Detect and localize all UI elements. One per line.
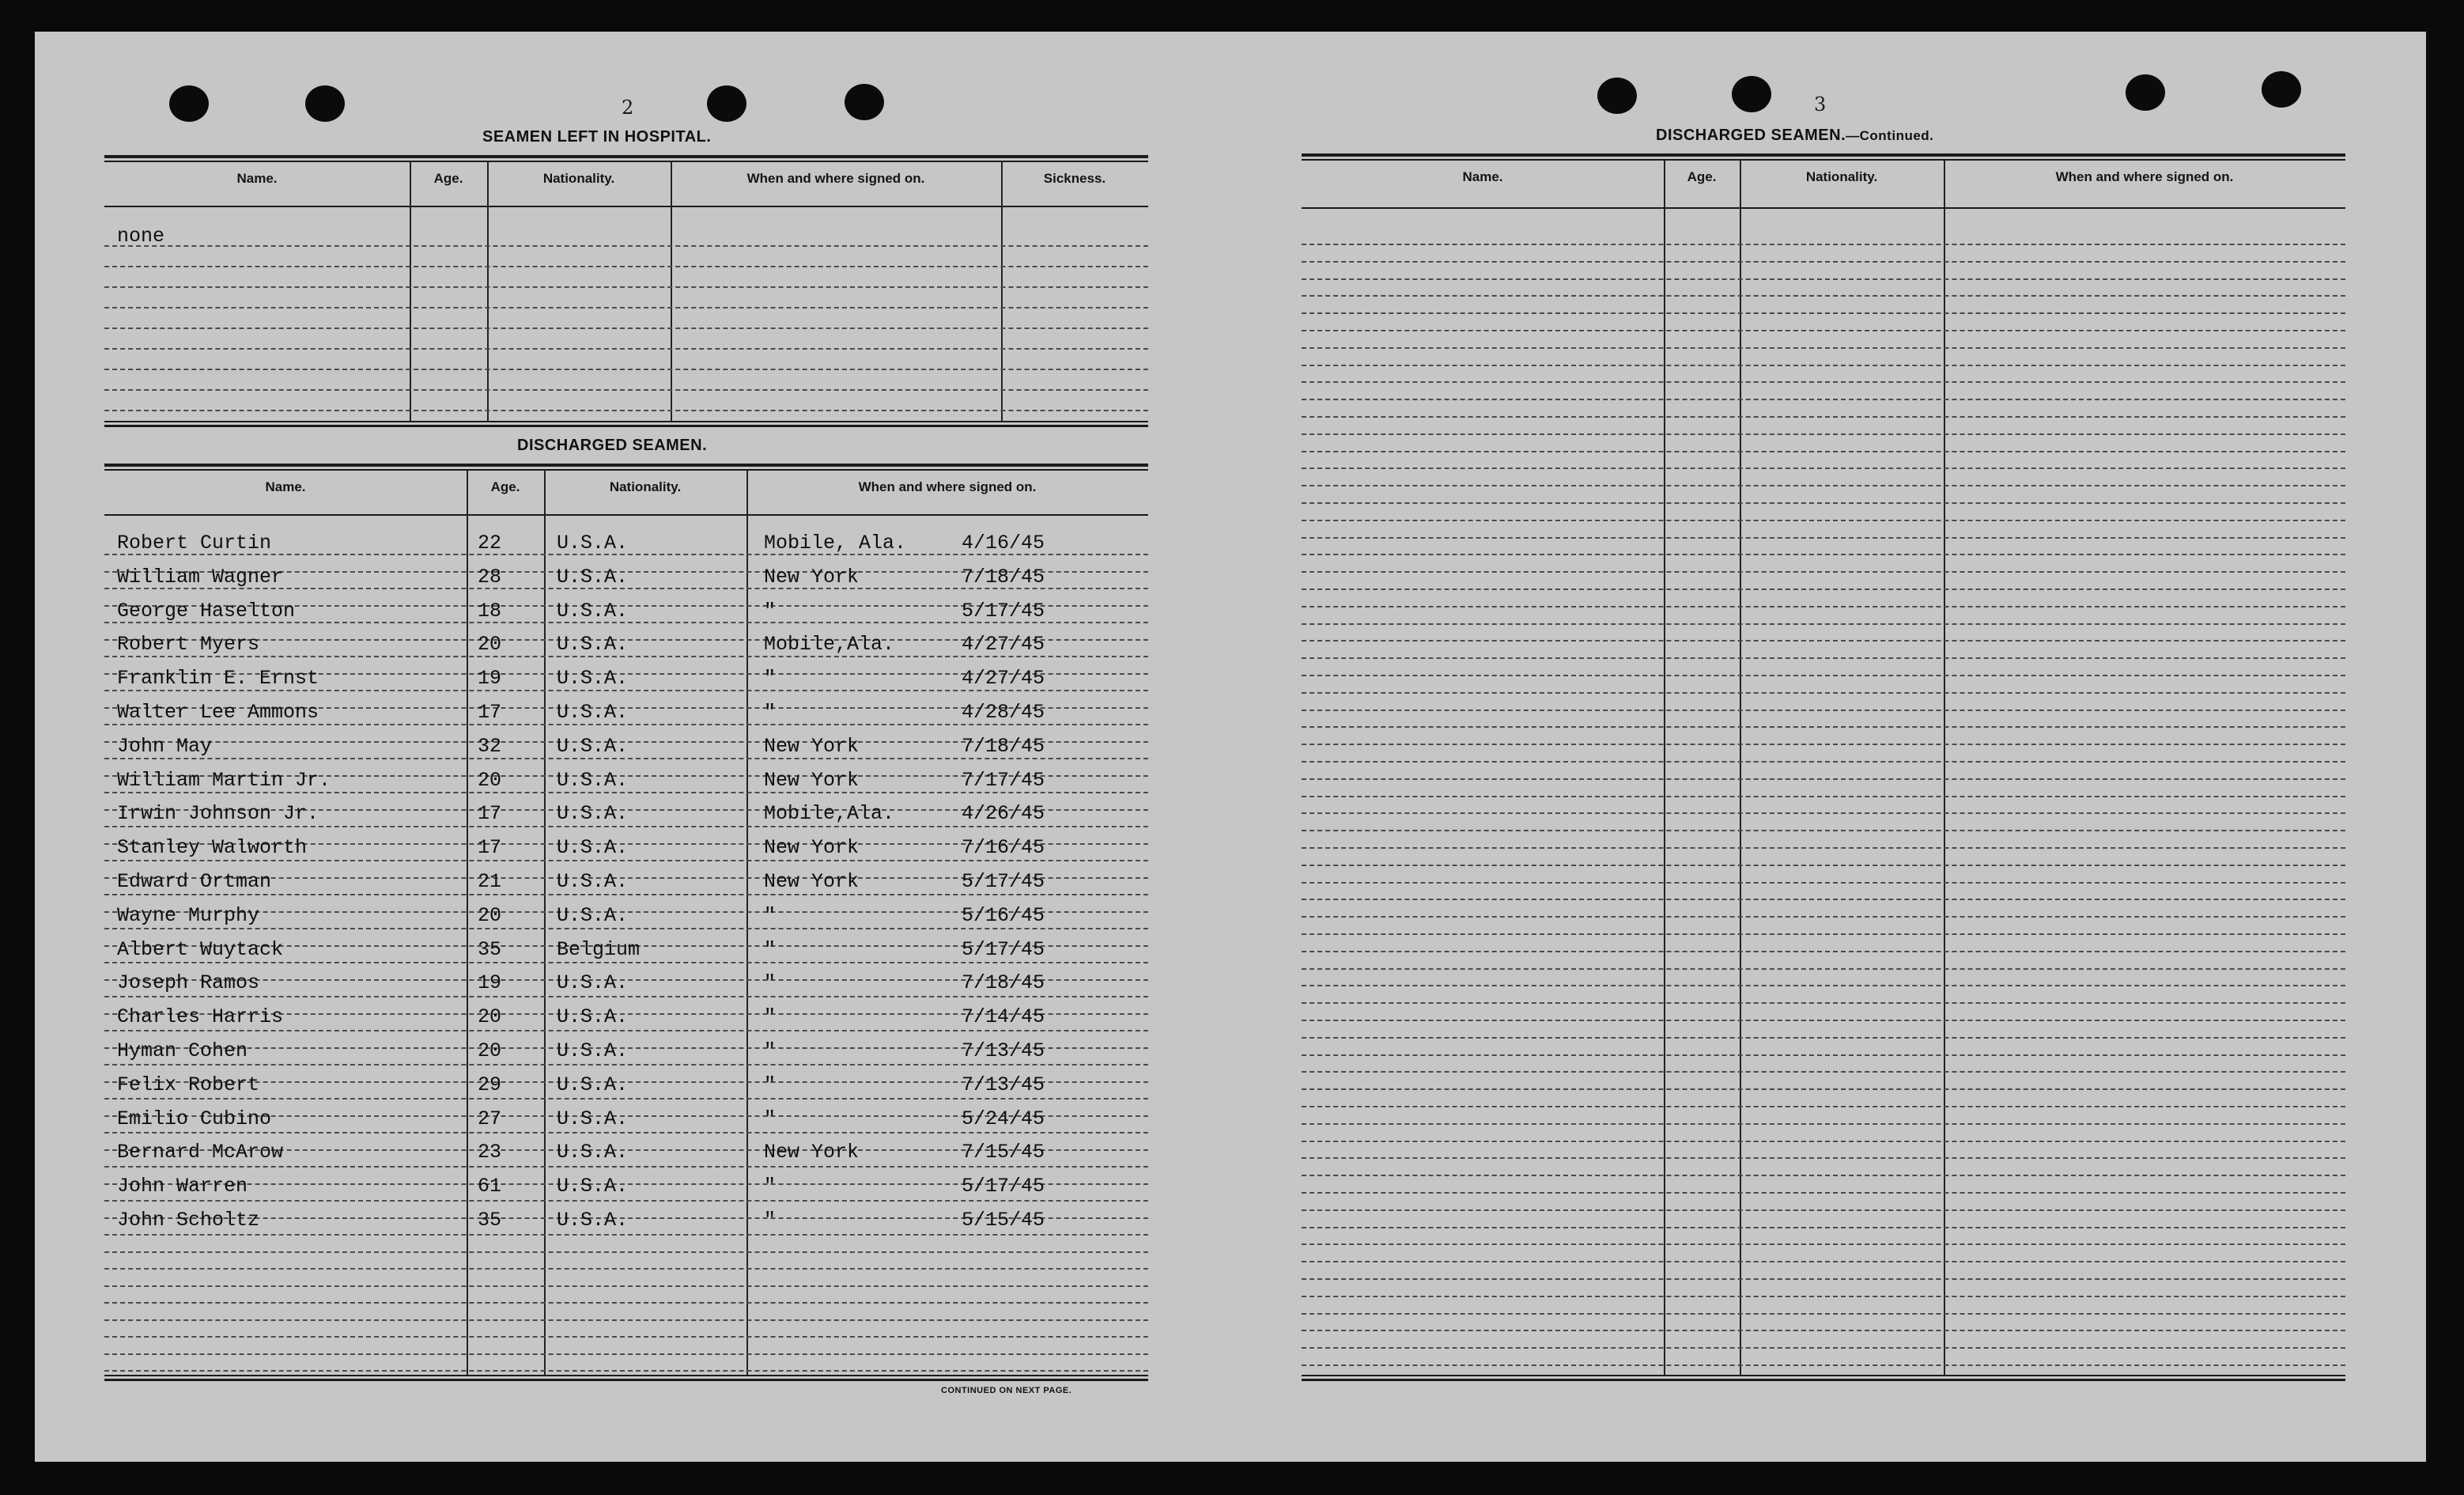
ruled-line bbox=[1302, 933, 2345, 935]
ruled-line bbox=[1302, 1157, 2345, 1159]
continued-section-title-suffix: —Continued. bbox=[1846, 128, 1934, 143]
signed-on-place: " bbox=[764, 1209, 777, 1232]
ruled-line bbox=[104, 1302, 1148, 1304]
seaman-name: Emilio Cubino bbox=[117, 1107, 272, 1130]
ruled-line bbox=[1302, 1020, 2345, 1021]
signed-on-place: " bbox=[764, 1073, 777, 1096]
column-header: Name. bbox=[236, 171, 278, 186]
seaman-nationality: U.S.A. bbox=[557, 667, 629, 691]
table-bottom-rule bbox=[1302, 1375, 2345, 1376]
seaman-age: 35 bbox=[478, 1209, 502, 1232]
signed-on-date: 5/24/45 bbox=[962, 1107, 1045, 1130]
seaman-name: Felix Robert bbox=[117, 1073, 260, 1096]
ruled-line bbox=[1302, 744, 2345, 745]
ruled-line bbox=[1302, 502, 2345, 504]
seaman-nationality: U.S.A. bbox=[557, 870, 629, 893]
seaman-age: 20 bbox=[478, 903, 502, 927]
ruled-line bbox=[1302, 1313, 2345, 1315]
seaman-nationality: U.S.A. bbox=[557, 1141, 629, 1164]
ruled-line bbox=[1302, 812, 2345, 814]
seaman-age: 17 bbox=[478, 802, 502, 826]
continued-note: CONTINUED ON NEXT PAGE. bbox=[941, 1386, 1072, 1395]
ruled-line bbox=[1302, 433, 2345, 435]
column-header: Age. bbox=[490, 479, 520, 494]
seaman-age: 20 bbox=[478, 1005, 502, 1029]
ruled-line bbox=[104, 369, 1148, 370]
seaman-age: 29 bbox=[478, 1073, 502, 1096]
ruled-line bbox=[104, 1098, 1148, 1099]
ruled-line bbox=[1302, 451, 2345, 452]
column-header: Name. bbox=[1462, 169, 1503, 184]
signed-on-place: New York bbox=[764, 870, 860, 893]
ruled-line bbox=[104, 286, 1148, 288]
punch-hole bbox=[2262, 71, 2301, 108]
signed-on-date: 5/17/45 bbox=[962, 937, 1045, 961]
ruled-line bbox=[1302, 1175, 2345, 1176]
ruled-line bbox=[1302, 1243, 2345, 1245]
ruled-line bbox=[1302, 571, 2345, 573]
ruled-line bbox=[104, 860, 1148, 861]
seaman-nationality: Belgium bbox=[557, 937, 641, 961]
seaman-age: 18 bbox=[478, 599, 502, 623]
signed-on-date: 7/18/45 bbox=[962, 565, 1045, 589]
ruled-line bbox=[1302, 347, 2345, 349]
seaman-nationality: U.S.A. bbox=[557, 1209, 629, 1232]
ruled-line bbox=[104, 1370, 1148, 1372]
seaman-age: 23 bbox=[478, 1141, 502, 1164]
seaman-name: Robert Myers bbox=[117, 633, 260, 657]
signed-on-place: Mobile, Ala. bbox=[764, 532, 907, 554]
ruled-line bbox=[1302, 1192, 2345, 1194]
signed-on-place: " bbox=[764, 701, 777, 724]
ruled-line bbox=[1302, 1141, 2345, 1142]
column-header: Age. bbox=[433, 171, 463, 186]
ruled-line bbox=[1302, 1209, 2345, 1211]
seaman-age: 35 bbox=[478, 937, 502, 961]
seaman-nationality: U.S.A. bbox=[557, 734, 629, 758]
ruled-line bbox=[104, 327, 1148, 329]
ruled-line bbox=[104, 1030, 1148, 1031]
ruled-line bbox=[1302, 1296, 2345, 1297]
punch-hole bbox=[1597, 78, 1637, 114]
ruled-line bbox=[1302, 1106, 2345, 1107]
ruled-line bbox=[1302, 675, 2345, 676]
seaman-nationality: U.S.A. bbox=[557, 1107, 629, 1130]
ruled-line bbox=[1302, 467, 2345, 469]
seaman-name: John Scholtz bbox=[117, 1209, 260, 1232]
column-divider bbox=[487, 161, 489, 421]
ruled-line bbox=[1302, 485, 2345, 486]
ruled-line bbox=[1302, 882, 2345, 884]
ruled-line bbox=[104, 266, 1148, 267]
ruled-line bbox=[1302, 899, 2345, 900]
ruled-line bbox=[104, 348, 1148, 350]
signed-on-place: " bbox=[764, 1107, 777, 1130]
table-top-rule bbox=[104, 155, 1148, 158]
column-header: Name. bbox=[265, 479, 306, 494]
signed-on-date: 5/15/45 bbox=[962, 1209, 1045, 1232]
ruled-line bbox=[1302, 865, 2345, 866]
ruled-line bbox=[1302, 1347, 2345, 1349]
ruled-line bbox=[1302, 951, 2345, 952]
seaman-nationality: U.S.A. bbox=[557, 903, 629, 927]
seaman-name: Franklin E. Ernst bbox=[117, 667, 319, 691]
punch-hole bbox=[169, 85, 209, 122]
ruled-line bbox=[1302, 968, 2345, 970]
seaman-name: Hyman Cohen bbox=[117, 1039, 248, 1062]
table-top-rule bbox=[104, 469, 1148, 471]
ruled-line bbox=[104, 1336, 1148, 1338]
seaman-name: Edward Ortman bbox=[117, 870, 272, 893]
ruled-line bbox=[104, 928, 1148, 929]
seaman-age: 17 bbox=[478, 836, 502, 860]
signed-on-date: 7/15/45 bbox=[962, 1141, 1045, 1164]
signed-on-date: 4/27/45 bbox=[962, 667, 1045, 691]
signed-on-date: 5/17/45 bbox=[962, 870, 1045, 893]
seaman-nationality: U.S.A. bbox=[557, 802, 629, 826]
seaman-nationality: U.S.A. bbox=[557, 701, 629, 724]
signed-on-date: 7/17/45 bbox=[962, 768, 1045, 792]
ruled-line bbox=[1302, 520, 2345, 521]
ruled-line bbox=[104, 1268, 1148, 1270]
seaman-nationality: U.S.A. bbox=[557, 836, 629, 860]
table-bottom-rule bbox=[104, 421, 1148, 422]
column-divider bbox=[410, 161, 411, 421]
seaman-name: Albert Wuytack bbox=[117, 937, 284, 961]
seaman-name: Irwin Johnson Jr. bbox=[117, 802, 319, 826]
ruled-line bbox=[104, 962, 1148, 963]
signed-on-place: " bbox=[764, 1039, 777, 1062]
seaman-age: 22 bbox=[478, 532, 502, 554]
ruled-line bbox=[1302, 623, 2345, 625]
seaman-nationality: U.S.A. bbox=[557, 599, 629, 623]
seaman-age: 20 bbox=[478, 768, 502, 792]
punch-hole bbox=[1732, 76, 1771, 112]
seaman-name: Joseph Ramos bbox=[117, 971, 260, 995]
signed-on-place: Mobile,Ala. bbox=[764, 633, 895, 657]
table-top-rule bbox=[1302, 153, 2345, 157]
column-divider bbox=[1001, 161, 1003, 421]
seaman-name: John Warren bbox=[117, 1175, 248, 1198]
seaman-age: 28 bbox=[478, 565, 502, 589]
ruled-line bbox=[1302, 278, 2345, 280]
ruled-line bbox=[1302, 916, 2345, 918]
punch-hole bbox=[305, 85, 345, 122]
ruled-line bbox=[1302, 1071, 2345, 1073]
column-header: Nationality. bbox=[1805, 169, 1878, 184]
ruled-line bbox=[1302, 1088, 2345, 1090]
seaman-nationality: U.S.A. bbox=[557, 768, 629, 792]
ruled-line bbox=[104, 1132, 1148, 1134]
seaman-nationality: U.S.A. bbox=[557, 971, 629, 995]
ruled-line bbox=[104, 1353, 1148, 1355]
signed-on-date: 7/18/45 bbox=[962, 971, 1045, 995]
signed-on-date: 7/14/45 bbox=[962, 1005, 1045, 1029]
signed-on-date: 4/28/45 bbox=[962, 701, 1045, 724]
ruled-line bbox=[1302, 381, 2345, 383]
ruled-line bbox=[104, 245, 1148, 247]
hospital-entry: none bbox=[117, 225, 165, 248]
signed-on-date: 4/27/45 bbox=[962, 633, 1045, 657]
ruled-line bbox=[104, 410, 1148, 411]
column-header: Sickness. bbox=[1043, 171, 1106, 186]
continued-section-title bbox=[1656, 127, 1933, 145]
ruled-line bbox=[1302, 1364, 2345, 1366]
ruled-line bbox=[104, 894, 1148, 895]
column-header: Nationality. bbox=[609, 479, 682, 494]
seaman-name: George Haselton bbox=[117, 599, 296, 623]
ruled-line bbox=[1302, 399, 2345, 400]
seaman-age: 21 bbox=[478, 870, 502, 893]
table-bottom-rule bbox=[1302, 1379, 2345, 1381]
ruled-line bbox=[104, 389, 1148, 391]
signed-on-place: New York bbox=[764, 768, 860, 792]
seaman-name: John May bbox=[117, 734, 213, 758]
seaman-age: 19 bbox=[478, 667, 502, 691]
signed-on-date: 5/17/45 bbox=[962, 1175, 1045, 1198]
ruled-line bbox=[1302, 244, 2345, 245]
ruled-line bbox=[1302, 261, 2345, 263]
ruled-line bbox=[1302, 761, 2345, 763]
signed-on-date: 7/16/45 bbox=[962, 836, 1045, 860]
column-header: When and where signed on. bbox=[746, 171, 925, 186]
signed-on-place: New York bbox=[764, 565, 860, 589]
ruled-line bbox=[1302, 1123, 2345, 1125]
ruled-line bbox=[1302, 295, 2345, 297]
ruled-line bbox=[104, 1166, 1148, 1168]
seaman-name: Stanley Walworth bbox=[117, 836, 308, 860]
table-bottom-rule bbox=[104, 1379, 1148, 1381]
ruled-line bbox=[1302, 985, 2345, 986]
discharged-section-title: DISCHARGED SEAMEN. bbox=[517, 437, 708, 454]
continued-section-title-main: DISCHARGED SEAMEN. bbox=[1656, 127, 1846, 144]
ruled-line bbox=[1302, 726, 2345, 728]
table-top-rule bbox=[1302, 159, 2345, 161]
header-rule bbox=[1302, 207, 2345, 209]
column-header: When and where signed on. bbox=[2055, 169, 2234, 184]
ruled-line bbox=[1302, 1261, 2345, 1262]
signed-on-date: 7/13/45 bbox=[962, 1073, 1045, 1096]
ruled-line bbox=[104, 1234, 1148, 1236]
signed-on-place: New York bbox=[764, 734, 860, 758]
signed-on-date: 7/18/45 bbox=[962, 734, 1045, 758]
ruled-line bbox=[1302, 1002, 2345, 1004]
seaman-age: 17 bbox=[478, 701, 502, 724]
seaman-age: 32 bbox=[478, 734, 502, 758]
ruled-line bbox=[104, 307, 1148, 308]
column-header: Age. bbox=[1687, 169, 1717, 184]
ruled-line bbox=[104, 996, 1148, 997]
seaman-nationality: U.S.A. bbox=[557, 1039, 629, 1062]
seaman-name: William Wagner bbox=[117, 565, 284, 589]
ruled-line bbox=[1302, 589, 2345, 590]
signed-on-place: " bbox=[764, 971, 777, 995]
seaman-age: 19 bbox=[478, 971, 502, 995]
ruled-line bbox=[104, 1064, 1148, 1065]
ruled-line bbox=[1302, 830, 2345, 831]
seaman-nationality: U.S.A. bbox=[557, 565, 629, 589]
page-number: 3 bbox=[1814, 93, 1827, 115]
ruled-line bbox=[1302, 1278, 2345, 1280]
signed-on-place: " bbox=[764, 599, 777, 623]
ruled-line bbox=[1302, 1037, 2345, 1039]
signed-on-place: New York bbox=[764, 836, 860, 860]
signed-on-place: " bbox=[764, 903, 777, 927]
column-divider bbox=[671, 161, 672, 421]
signed-on-date: 7/13/45 bbox=[962, 1039, 1045, 1062]
column-header: When and where signed on. bbox=[858, 479, 1037, 494]
ruled-line bbox=[1302, 312, 2345, 314]
table-bottom-rule bbox=[104, 1375, 1148, 1376]
ruled-line bbox=[1302, 365, 2345, 366]
table-top-rule bbox=[104, 464, 1148, 467]
signed-on-date: 4/26/45 bbox=[962, 802, 1045, 826]
ruled-line bbox=[1302, 847, 2345, 849]
punch-hole bbox=[845, 84, 884, 120]
seaman-age: 27 bbox=[478, 1107, 502, 1130]
table-bottom-rule bbox=[104, 425, 1148, 427]
signed-on-place: " bbox=[764, 1005, 777, 1029]
signed-on-place: Mobile,Ala. bbox=[764, 802, 895, 826]
seaman-nationality: U.S.A. bbox=[557, 532, 629, 554]
ruled-line bbox=[1302, 330, 2345, 331]
punch-hole bbox=[707, 85, 746, 122]
ruled-line bbox=[1302, 1054, 2345, 1056]
column-header: Nationality. bbox=[542, 171, 615, 186]
signed-on-date: 5/17/45 bbox=[962, 599, 1045, 623]
ruled-line bbox=[1302, 416, 2345, 418]
header-rule bbox=[104, 514, 1148, 516]
hospital-section-title: SEAMEN LEFT IN HOSPITAL. bbox=[482, 128, 712, 146]
seaman-name: Bernard McArow bbox=[117, 1141, 284, 1164]
seaman-nationality: U.S.A. bbox=[557, 1073, 629, 1096]
seaman-name: Robert Curtin bbox=[117, 532, 272, 554]
seaman-nationality: U.S.A. bbox=[557, 1175, 629, 1198]
seaman-age: 20 bbox=[478, 633, 502, 657]
signed-on-date: 5/16/45 bbox=[962, 903, 1045, 927]
ruled-line bbox=[104, 1285, 1148, 1287]
ruled-line bbox=[104, 1200, 1148, 1202]
seaman-age: 61 bbox=[478, 1175, 502, 1198]
page-number: 2 bbox=[622, 97, 634, 119]
signed-on-place: New York bbox=[764, 1141, 860, 1164]
ruled-line bbox=[1302, 796, 2345, 797]
ruled-line bbox=[1302, 1227, 2345, 1228]
signed-on-place: " bbox=[764, 937, 777, 961]
ruled-line bbox=[104, 1319, 1148, 1321]
seaman-nationality: U.S.A. bbox=[557, 1005, 629, 1029]
ruled-line bbox=[1302, 606, 2345, 607]
signed-on-place: " bbox=[764, 667, 777, 691]
table-top-rule bbox=[104, 161, 1148, 162]
signed-on-place: " bbox=[764, 1175, 777, 1198]
header-rule bbox=[104, 206, 1148, 207]
seaman-name: Wayne Murphy bbox=[117, 903, 260, 927]
ruled-line bbox=[1302, 778, 2345, 780]
ruled-line bbox=[1302, 554, 2345, 555]
ruled-line bbox=[1302, 657, 2345, 659]
ruled-line bbox=[1302, 710, 2345, 711]
punch-hole bbox=[2126, 74, 2165, 111]
seaman-name: Charles Harris bbox=[117, 1005, 284, 1029]
seaman-name: Walter Lee Ammons bbox=[117, 701, 319, 724]
ruled-line bbox=[1302, 640, 2345, 642]
ruled-line bbox=[1302, 537, 2345, 539]
seaman-nationality: U.S.A. bbox=[557, 633, 629, 657]
ruled-line bbox=[1302, 1330, 2345, 1331]
ruled-line bbox=[104, 1251, 1148, 1253]
seaman-age: 20 bbox=[478, 1039, 502, 1062]
signed-on-date: 4/16/45 bbox=[962, 532, 1045, 554]
seaman-name: William Martin Jr. bbox=[117, 768, 331, 792]
ruled-line bbox=[1302, 692, 2345, 694]
